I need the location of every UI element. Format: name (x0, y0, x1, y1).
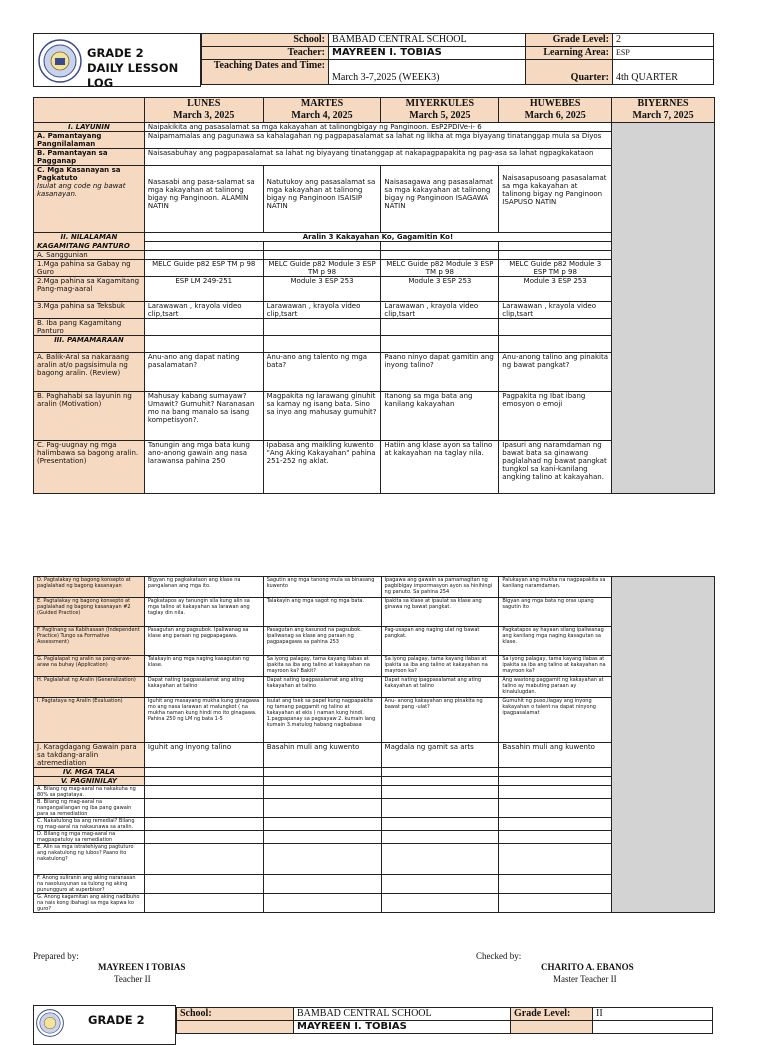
pagganap-text: Naisasabuhay ang pagpapasalamat sa lahat ng biyayang tinatanggap at nakapagpapakita ng pag-asa sa lahat ngpagkakataon (144, 149, 611, 166)
teksbuk-cell: Larawawan , krayola video clip,tsart (263, 301, 381, 318)
motivation-cell: Itanong sa mga bata ang kanilang kakayahan (381, 391, 499, 440)
reflection-label: G. Anong kagamitan ang aking nadibuho na nais kong ibahagi sa mga kapwa ko guro? (34, 894, 145, 913)
kasanayan-cell: Natutukoy ang pasasalamat sa mga kakayahan at talinong bigay ng Panginoon ISAISIP NATIN (263, 166, 381, 233)
lesson-log-table-continued (33, 576, 715, 913)
teksbuk-cell: Larawawan , krayola video clip,tsart (381, 301, 499, 318)
header-logo-block (33, 33, 201, 90)
step-cell: Dapat nating ipagpasalamat ang ating kakayahan at talino (263, 677, 381, 698)
pangnilalaman-label: A. Pamantayang Pangnilalaman (34, 132, 145, 149)
dates-value: March 3-7,2025 (WEEK3) (329, 60, 526, 85)
area-value: ESP (613, 47, 714, 60)
grade-value-2: II (593, 1008, 713, 1021)
presentation-label: C. Pag-uugnay ng mga halimbawa sa bagong aralin.(Presentation) (34, 440, 145, 493)
step-cell: Iguhit ang masayang mukha kung ginagawa mo ang nasa larawan at malungkot ( na mukha naman kung hindi mo ito ginagawa. Pahina 250 ng LM ng bata 1-5 (144, 698, 263, 743)
prepared-title: Teacher II (114, 974, 151, 984)
school-label-2: School: (177, 1008, 294, 1021)
grade-title: GRADE 2 (87, 46, 144, 60)
step-cell: Bigyan ng pagkakataon ang klase na pangalanan ang mga ito. (144, 577, 263, 598)
day-header: HUWEBES March 6, 2025 (499, 98, 612, 123)
step-cell: Basahin muli ang kuwento (499, 743, 612, 768)
checked-name: CHARITO A. EBANOS (541, 962, 634, 972)
prepared-by-label: Prepared by: (33, 951, 79, 961)
pang-mag-aaral-cell: Module 3 ESP 253 (263, 276, 381, 301)
step-row (34, 577, 715, 598)
presentation-cell: Tanungin ang mga bata kung ano-anong gawain ang nasa larawansa pahina 250 (144, 440, 263, 493)
step-label: J. Karagdagang Gawain para sa takdang-aralin atremediation (34, 743, 145, 768)
dll-title: DAILY LESSON LOG (87, 61, 179, 90)
balik-aral-cell: Paano ninyo dapat gamitin ang inyong talino? (381, 352, 499, 391)
kasanayan-cell: Naisasagawa ang pasasalamat sa mga kakayahan at talinong bigay ng Panginoon ISAGAWA NATIN (381, 166, 499, 233)
area-label: Learning Area: (526, 47, 613, 60)
nilalaman-text: Aralin 3 Kakayahan Ko, Gagamitin Ko! (144, 233, 611, 242)
blank-header-cell (34, 98, 145, 123)
step-cell: Sa iyong palagay, tama kayang ilabas at ipakita sa iba ang talino at kakayahan na mayroon ka? (499, 656, 612, 677)
step-cell: Palukayan ang mukha na nagpapakita sa kanilang naramdaman. (499, 577, 612, 598)
pang-mag-aaral-label: 2.Mga pahina sa Kagamitang Pang-mag-aaral (34, 276, 145, 301)
step-cell: Pagkatapos ay tanungin sila kung alin sa mga talino at kakayahan sa larawan ang taglay din nila. (144, 598, 263, 627)
quarter-value: 4th QUARTER (613, 60, 714, 85)
day-header-row (34, 98, 715, 123)
reflection-label: E. Alin sa mga istratehiyang pagtuturo ang nakatulong ng lubos? Paano ito nakatulong? (34, 844, 145, 875)
gabay-cell: MELC Guide p82 Module 3 ESP TM p 98 (263, 259, 381, 276)
step-cell: Iguhit ang inyong talino (144, 743, 263, 768)
school-value: BAMBAD CENTRAL SCHOOL (329, 34, 526, 47)
teksbuk-label: 3.Mga pahina sa Teksbuk (34, 301, 145, 318)
step-cell: Ipakita sa klase at ipaulat sa klase ang ginawa ng bawat pangkat. (381, 598, 499, 627)
step-label: I. Pagtataya ng Aralin (Evaluation) (34, 698, 145, 743)
step-cell: Ang wastong paggamit ng kakayahan at talino ay mabuting paraan ay kinalulugdan. (499, 677, 612, 698)
pang-mag-aaral-cell: ESP LM 249-251 (144, 276, 263, 301)
day-header: BIYERNES March 7, 2025 (612, 98, 715, 123)
tala-label: IV. MGA TALA (34, 768, 145, 777)
balik-aral-cell: Anu-ano ang dapat nating pasalamatan? (144, 352, 263, 391)
school-label: School: (202, 34, 329, 47)
step-label: F. Paglinang sa Kabihasaan (Independent Practice) Tungo sa Formative Assessment) (34, 627, 145, 656)
grade-label: Grade Level: (526, 34, 613, 47)
layunin-text: Naipakikita ang pasasalamat sa mga kakayahan at talinongbigay ng Panginoon. EsP2PDIVe-i- 6 (144, 123, 611, 132)
lesson-log-table (33, 97, 715, 494)
checked-title: Master Teacher II (553, 974, 617, 984)
nilalaman-label: II. NILALAMAN (34, 233, 145, 242)
kasanayan-cell: Naisasapusoang pasasalamat sa mga kakayahan at talinong bigay ng Panginoon ISAPUSO NATIN (499, 166, 612, 233)
teksbuk-cell: Larawawan , krayola video clip,tsart (499, 301, 612, 318)
step-cell: Pag-usapan ang naging ulat ng bawat pangkat. (381, 627, 499, 656)
layunin-label: I. LAYUNIN (34, 123, 145, 132)
step-cell: Anu- anong kakayahan ang pinakita ng bawat pang -ulat? (381, 698, 499, 743)
sanggunian-label: A. Sanggunian (34, 250, 145, 259)
presentation-cell: Hatiin ang klase ayon sa talino at kakayahan na taglay nila. (381, 440, 499, 493)
kasanayan-label: C. Mga Kasanayan sa Pagkatuto (37, 166, 121, 182)
step-label: H. Paglalahat ng Aralin (Generalization) (34, 677, 145, 698)
reflection-label: B. Bilang ng mag-aaral na nangangailangan ng iba pang gawain para sa remediation (34, 799, 145, 818)
pamamaraan-label: III. PAMAMARAAN (34, 335, 145, 352)
day-header: LUNES March 3, 2025 (144, 98, 263, 123)
dates-label: Teaching Dates and Time: (202, 60, 329, 85)
step-cell: Bigyan ang mga bata ng oras upang sagutin ito (499, 598, 612, 627)
balik-aral-cell: Anu-anong talino ang pinakita ng bawat pangkat? (499, 352, 612, 391)
step-cell: Sagutin ang mga tanong mula sa binasang kuwento (263, 577, 381, 598)
pang-mag-aaral-cell: Module 3 ESP 253 (381, 276, 499, 301)
deped-seal-icon (38, 39, 82, 83)
prepared-name: MAYREEN I TOBIAS (98, 962, 186, 972)
grade-label-2: Grade Level: (511, 1008, 593, 1021)
step-label: E. Pagtalakay ng bagong konsepto at paglalahad ng bagong kasanayan #2 (Guided Practice) (34, 598, 145, 627)
day-header: MARTES March 4, 2025 (263, 98, 381, 123)
kasanayan-note: Isulat ang code ng bawat kasanayan. (37, 182, 126, 198)
step-cell: Sa iyong palagay, tama kayang ilabas at ipakita sa iba ang talino at kakayahan na mayroon ka? (381, 656, 499, 677)
header-title (87, 46, 200, 91)
header2-info-table (176, 1007, 713, 1034)
gabay-cell: MELC Guide p82 ESP TM p 98 (144, 259, 263, 276)
pang-mag-aaral-cell: Module 3 ESP 253 (499, 276, 612, 301)
step-cell: Isulat ang tsek sa papel kung nagpapakita ng tamang paggamit ng talino at kakayahan at ekis ( naman kung hindi. 1.pagpapanay sa pagsayaw 2. kumain lang kumain 3.matulog habang nagbabasa (263, 698, 381, 743)
deped-seal-icon (36, 1009, 64, 1037)
reflection-label: F. Anong suliranin ang aking naranasan na nasolusyunan sa tulong ng aking punungguro at superbisor? (34, 875, 145, 894)
gabay-cell: MELC Guide p82 Module 3 ESP TM p 98 (381, 259, 499, 276)
step-cell: Pasagutan ang kasunod na pagsubok. Ipaliwanag sa klase ang paraan ng pagpapagawa sa pahina 253 (263, 627, 381, 656)
pagganap-label: B. Pamantayan sa Pagganap (34, 149, 145, 166)
reflection-label: A. Bilang ng mag-aaral na nakakuha ng 80% sa pagtataya. (34, 786, 145, 799)
header2-logo-block (33, 1005, 176, 1045)
balik-aral-label: A. Balik-Aral sa nakaraang aralin at/o pagsisimula ng bagong aralin. (Review) (34, 352, 145, 391)
gabay-label: 1.Mga pahina sa Gabay ng Guro (34, 259, 145, 276)
quarter-label: Quarter: (526, 60, 613, 85)
layunin-row (34, 123, 715, 132)
step-cell: Pasagutan ang pagsubok. Ipaliwanag sa klase ang paraan ng pagpapagawa. (144, 627, 263, 656)
header2-title: GRADE 2 (88, 1013, 145, 1027)
step-cell: Talakayin ang mga sagot ng mga bata. (263, 598, 381, 627)
kasanayan-cell: Nasasabi ang pasa-salamat sa mga kakayahan at talinong bigay ng Panginoon. ALAMIN NATIN (144, 166, 263, 233)
motivation-cell: Mahusay kabang sumayaw? Umawit? Gumuhit? Naranasan mo na bang manalo sa isang kompetisyon?. (144, 391, 263, 440)
teacher-value: MAYREEN I. TOBIAS (329, 47, 526, 60)
teacher-label: Teacher: (202, 47, 329, 60)
reflection-label: D. Bilang ng mga mag-aaral na magpapatuloy sa remediation (34, 831, 145, 844)
pangnilalaman-text: Naipamamalas ang pagunawa sa kahalagahan ng pagpapasalamat sa lahat ng likha at mga biyayang tinatanggap mula sa Diyos (144, 132, 611, 149)
gabay-cell: MELC Guide p82 Module 3 ESP TM p 98 (499, 259, 612, 276)
step-label: G. Paglalapat ng aralin sa pang-araw-araw na buhay (Application) (34, 656, 145, 677)
step-cell: Basahin muli ang kuwento (263, 743, 381, 768)
step-cell: Dapat nating ipagpasalamat ang ating kakayahan at talino (144, 677, 263, 698)
step-cell: Sa iyong palagay, tama kayang ilabas at ipakita sa iba ang talino at kakayahan na mayroon ka? Bakit? (263, 656, 381, 677)
step-cell: Ipagawa ang gawain sa pamamagitan ng pagbibigay impormasyon ayon sa hinihingi ng panuto. Sa pahina 254 (381, 577, 499, 598)
day-header: MIYERKULES March 5, 2025 (381, 98, 499, 123)
presentation-cell: Ipabasa ang maikling kuwento "Ang Aking Kakayahan" pahina 251-252 ng aklat. (263, 440, 381, 493)
kasanayan-label-cell (34, 166, 145, 233)
header-info-table (201, 33, 714, 85)
presentation-cell: Ipasuri ang naramdaman ng bawat bata sa ginawang paglalahad ng bawat pangkat tungkol sa kani-kanilang angking talino at kakayahan. (499, 440, 612, 493)
motivation-cell: Magpakita ng larawang ginuhit sa kamay ng isang bata. Sino sa inyo ang mahusay gumuhit? (263, 391, 381, 440)
motivation-cell: Pagpakita ng Ibat ibang emosyon o emoji (499, 391, 612, 440)
motivation-label: B. Paghahabi sa layunin ng aralin (Motivation) (34, 391, 145, 440)
step-cell: Pagkatapos ay hayaan silang ipaliwanag ang kanilang mga naging kasagutan sa klase. (499, 627, 612, 656)
school-value-2: BAMBAD CENTRAL SCHOOL (294, 1008, 511, 1021)
step-cell: Talakayin ang mga naging kasagutan ng klase. (144, 656, 263, 677)
step-cell: Gumuhit ng puso,ilagay ang inyong kakayahan o talent na dapat ninyong ipagpasalamat (499, 698, 612, 743)
step-label: D. Pagtalakay ng bagong konsepto at paglalahad ng bagong kasanayan (34, 577, 145, 598)
step-cell: Dapat nating ipagpasalamat ang ating kakayahan at talino (381, 677, 499, 698)
checked-by-label: Checked by: (476, 951, 522, 961)
step-cell: Magdala ng gamit sa arts (381, 743, 499, 768)
iba-pang-label: B. Iba pang Kagamitang Panturo (34, 318, 145, 335)
teksbuk-cell: Larawawan , krayola video clip,tsart (144, 301, 263, 318)
grade-value: 2 (613, 34, 714, 47)
biyernes-column-continued (612, 577, 715, 913)
biyernes-column (612, 123, 715, 494)
kagamitan-label: KAGAMITANG PANTURO (34, 242, 145, 251)
pagninilay-label: V. PAGNINILAY (34, 777, 145, 786)
balik-aral-cell: Anu-ano ang talento ng mga bata? (263, 352, 381, 391)
reflection-label: C. Nakatulong ba ang remedial? Bilang ng mag-aaral na nakaunawa sa aralin. (34, 818, 145, 831)
teacher-value-2: MAYREEN I. TOBIAS (294, 1021, 511, 1034)
